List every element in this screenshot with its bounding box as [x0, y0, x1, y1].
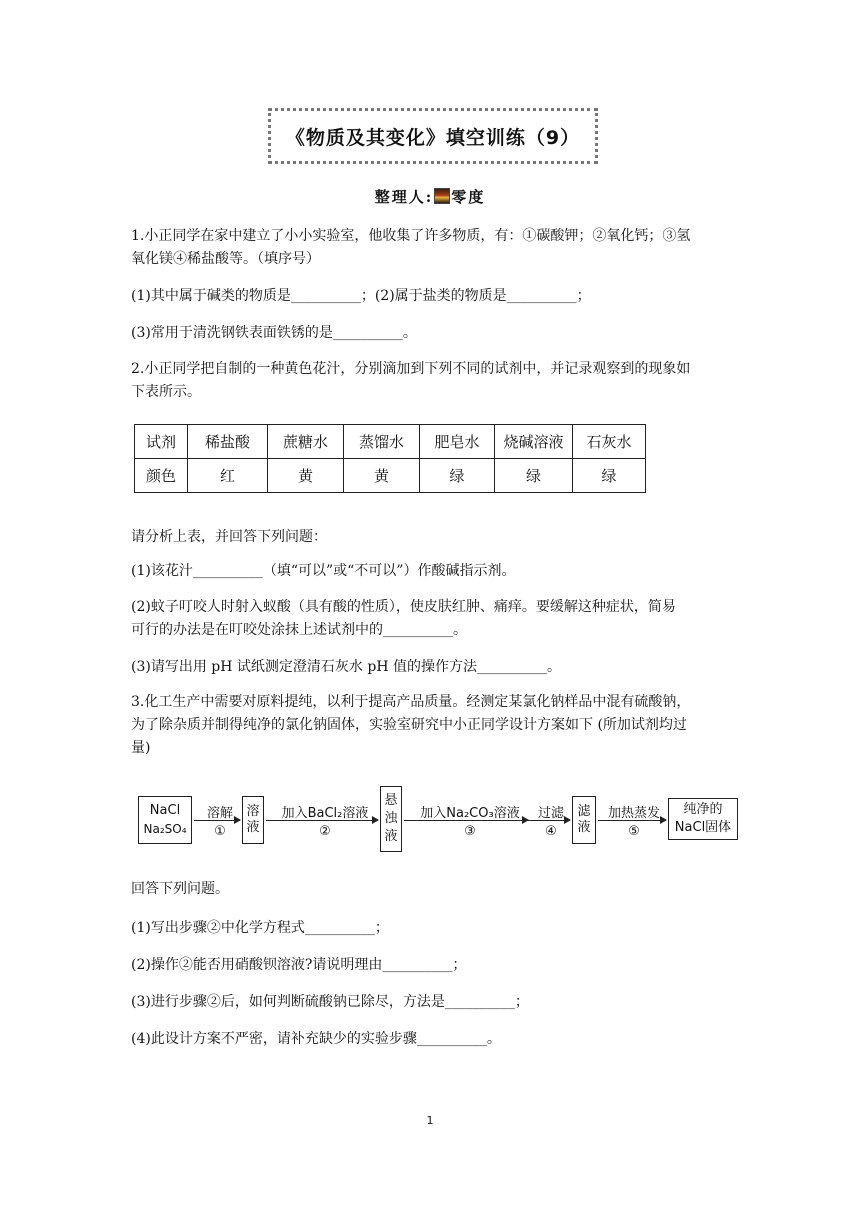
- q1-stem-line1: 1.小正同学在家中建立了小小实验室，他收集了许多物质，有：①碳酸钾；②氧化钙；③氢: [131, 228, 691, 244]
- flow-box-suspension-text: 悬浊液: [384, 793, 398, 844]
- q2-prompt: 请分析上表，并回答下列问题：: [131, 529, 327, 545]
- q2-stem-line1: 2.小正同学把自制的一种黄色花汁，分别滴加到下列不同的试剂中，并记录观察到的现象如: [131, 361, 691, 377]
- indicator-table: [134, 424, 646, 493]
- q1-stem-line2: 氧化镁④稀盐酸等。（填序号）: [131, 251, 320, 267]
- table-cell: 红: [188, 459, 268, 493]
- flow-start-line2: Na₂SO₄: [143, 822, 187, 836]
- flow-arrow-3: [404, 820, 528, 821]
- flow-step4-label: 过滤: [537, 806, 564, 821]
- flow-box-filtrate: [572, 796, 596, 844]
- flow-start-line1: NaCl: [149, 803, 181, 818]
- flow-step3-label: 加入Na₂CO₃溶液: [420, 806, 520, 821]
- flow-box-filtrate-text: 滤液: [577, 804, 591, 835]
- flow-step5-label: 加热蒸发: [607, 806, 660, 821]
- avatar-icon: [434, 188, 450, 204]
- flow-step5-num: ⑤: [628, 824, 640, 839]
- q3-sub3: (3)进行步骤②后，如何判断硫酸钠已除尽，方法是__________；: [131, 994, 529, 1010]
- flow-box-suspension: [380, 786, 402, 852]
- flow-step1-label: 溶解: [206, 806, 233, 821]
- q2-sub2-line1: (2)蚊子叮咬人时射入蚁酸（具有酸的性质），使皮肤红肿、痛痒。要缓解这种症状，简易: [131, 599, 676, 615]
- q3-sub2: (2)操作②能否用硝酸钡溶液?请说明理由__________；: [131, 957, 467, 973]
- q2-sub1: (1)该花汁__________（填“可以”或“不可以”）作酸碱指示剂。: [131, 563, 516, 579]
- table-cell: 绿: [573, 459, 646, 493]
- q1-sub3: (3)常用于清洗钢铁表面铁锈的是__________。: [131, 325, 417, 341]
- table-cell: 蒸馏水: [344, 425, 420, 459]
- author-line: [0, 186, 860, 207]
- flow-step4-num: ④: [545, 824, 557, 839]
- flow-box-solution-text: 溶液: [246, 804, 260, 835]
- flow-end-line2: NaCl固体: [674, 820, 732, 835]
- table-row-header: 颜色: [135, 459, 188, 493]
- q3-stem-line2: 为了除杂质并制得纯净的氯化钠固体，实验室研究中小正同学设计方案如下 (所加试剂均过: [131, 717, 687, 733]
- q3-prompt: 回答下列问题。: [131, 881, 229, 897]
- table-row: [135, 459, 646, 493]
- q2-sub3: (3)请写出用 pH 试纸测定澄清石灰水 pH 值的操作方法__________。: [131, 659, 561, 675]
- flow-arrow-4: [528, 820, 570, 821]
- page-title-text: 《物质及其变化》填空训练（9）: [285, 126, 581, 149]
- flow-step3-num: ③: [464, 824, 476, 839]
- q3-sub1: (1)写出步骤②中化学方程式__________；: [131, 920, 389, 936]
- flow-box-start: [138, 796, 192, 844]
- table-cell: 黄: [268, 459, 344, 493]
- flow-step1-num: ①: [214, 824, 226, 839]
- author-prefix: 整理人:: [374, 188, 434, 206]
- process-flowchart: [134, 782, 744, 854]
- table-cell: 蔗糖水: [268, 425, 344, 459]
- q3-stem-line1: 3.化工生产中需要对原料提纯，以利于提高产品质量。经测定某氯化钠样品中混有硫酸钠，: [131, 694, 691, 710]
- table-cell: 绿: [495, 459, 573, 493]
- flow-step2-label: 加入BaCl₂溶液: [281, 806, 369, 821]
- table-cell: 绿: [420, 459, 495, 493]
- flow-box-solution: [242, 796, 264, 844]
- q2-sub2-line2: 可行的办法是在叮咬处涂抹上述试剂中的__________。: [131, 622, 467, 638]
- q3-sub4: (4)此设计方案不严密，请补充缺少的实验步骤__________。: [131, 1031, 501, 1047]
- page-title: [268, 108, 598, 164]
- table-cell: 烧碱溶液: [495, 425, 573, 459]
- flow-arrow-5: [598, 820, 666, 821]
- q3-stem-line3: 量): [131, 740, 151, 756]
- flow-end-line1: 纯净的: [683, 802, 723, 817]
- table-cell: 稀盐酸: [188, 425, 268, 459]
- q2-stem-line2: 下表所示。: [131, 384, 201, 400]
- flow-step2-num: ②: [319, 824, 331, 839]
- table-row: [135, 425, 646, 459]
- author-name: 零度: [451, 188, 486, 206]
- table-cell: 黄: [344, 459, 420, 493]
- page-number: 1: [426, 1114, 434, 1127]
- flow-box-end: [668, 798, 738, 840]
- table-cell: 石灰水: [573, 425, 646, 459]
- flow-arrow-2: [266, 820, 378, 821]
- table-cell: 肥皂水: [420, 425, 495, 459]
- table-row-header: 试剂: [135, 425, 188, 459]
- q1-sub1: (1)其中属于碱类的物质是__________；(2)属于盐类的物质是__________；: [131, 288, 591, 304]
- flow-arrow-1: [194, 820, 240, 821]
